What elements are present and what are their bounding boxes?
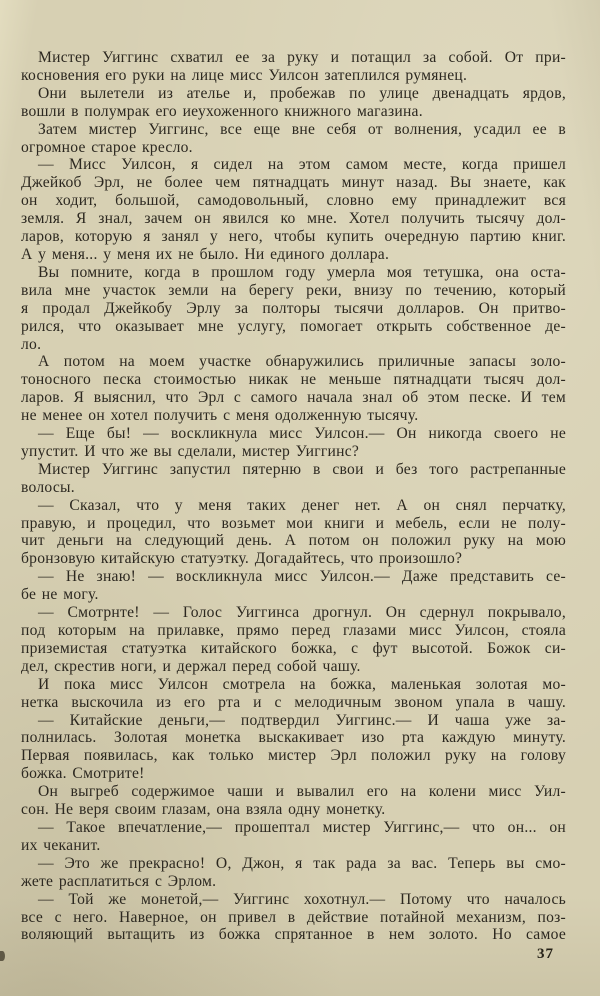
text-line: Затем мистер Уиггинс, все еще вне себя от волнения, усадил ее в: [38, 120, 566, 138]
text-line: — Это же прекрасно! О, Джон, я так рада за вас. Теперь вы смо-: [38, 854, 566, 872]
text-line: косновения его руки на лице мисс Уилсон затеплился румянец.: [21, 66, 468, 84]
text-line: я продал Джейкобу Эрлу за полторы тысячи долларов. Он притво-: [21, 299, 566, 317]
text-line: полнилась. Золотая монетка выскакивает изо рта каждую минуту.: [21, 729, 566, 747]
text-line: рился, что оказывает мне услугу, помогает открыть собственное де-: [21, 317, 566, 335]
text-line: сон. Не веря своим глазам, она взяла одну монетку.: [21, 801, 386, 819]
text-line: — Не знаю! — воскликнула мисс Уилсон.— Даже представить се-: [38, 568, 566, 586]
text-line: А у меня... у меня их не было. Ни единого доллара.: [21, 245, 390, 263]
text-line: приземистая статуэтка китайского божка, с фут высотой. Божок си-: [21, 639, 566, 657]
text-line: ларов, которую я занял у него, чтобы купить очередную партию книг.: [21, 228, 566, 246]
text-line: Первая появилась, как только мистер Эрл положил руку на голову: [21, 747, 566, 765]
text-line: не менее он хотел получить с меня одолженную тысячу.: [21, 407, 419, 425]
text-line: вошли в полумрак его иеухоженного книжного магазина.: [21, 102, 423, 120]
text-line: земля. Я знал, зачем он явился ко мне. Хотел получить тысячу дол-: [21, 210, 566, 228]
text-line: нетка выскочила из его рта и с мелодичным звоном упала в чашу.: [21, 693, 566, 711]
text-line: ло.: [21, 335, 42, 353]
text-line: жете расплатиться с Эрлом.: [21, 872, 217, 890]
text-line: божка. Смотрите!: [21, 765, 145, 783]
text-line: — Такое впечатление,— прошептал мистер Уиггинс,— что он... он: [38, 818, 566, 836]
paper-speck: [0, 951, 5, 961]
text-line: правую, и процедил, что возьмет мои книги и мебель, если не полу-: [21, 514, 566, 532]
text-line: А потом на моем участке обнаружились приличные запасы золо-: [38, 353, 566, 371]
text-line: бе не могу.: [21, 586, 99, 604]
text-line: — Мисс Уилсон, я сидел на этом самом месте, когда пришел: [38, 156, 566, 174]
text-line: огромное старое кресло.: [21, 138, 193, 156]
text-line: Мистер Уиггинс запустил пятерню в свои и без того растрепанные: [38, 460, 566, 478]
text-line: воляющий вытащить из божка спрятанное в нем золото. Но самое: [21, 926, 566, 944]
text-line: — Той же монетой,— Уиггинс хохотнул.— Потому что началось: [38, 890, 566, 908]
text-line: дел, скрестив ноги, и держал перед собой чашу.: [21, 657, 361, 675]
text-line: — Еще бы! — воскликнула мисс Уилсон.— Он никогда своего не: [38, 425, 566, 443]
text-line: И пока мисс Уилсон смотрела на божка, маленькая золотая мо-: [38, 675, 566, 693]
text-line: их чеканит.: [21, 836, 101, 854]
text-line: Вы помните, когда в прошлом году умерла моя тетушка, она оста-: [38, 263, 566, 281]
text-line: под которым на прилавке, прямо перед глазами мисс Уилсон, стояла: [21, 622, 566, 639]
text-line: ларов. Я выяснил, что Эрл с самого начала знал об этом песке. И тем: [21, 389, 566, 407]
page-text: [21, 49, 566, 944]
text-line: волосы.: [21, 478, 75, 496]
text-line: — Китайские деньги,— подтвердил Уиггинс.— И чаша уже за-: [38, 711, 566, 729]
page-number: 37: [537, 946, 554, 962]
text-line: — Смотрнте! — Голос Уиггинса дрогнул. Он сдернул покрывало,: [38, 604, 566, 622]
text-line: упустит. И что же вы сделали, мистер Уиггинс?: [21, 442, 360, 460]
text-line: тоносного песка стоимостью никак не меньше пятнадцати тысяч дол-: [21, 371, 566, 389]
text-line: он ходит, большой, самодовольный, словно ему принадлежит вся: [21, 192, 566, 210]
text-line: бронзовую китайскую статуэтку. Догадайтесь, что произошло?: [21, 550, 463, 568]
text-line: вила мне участок земли на берегу реки, внизу по течению, который: [21, 281, 566, 299]
text-line: Он выгреб содержимое чаши и вывалил его на колени мисс Уил-: [38, 783, 566, 801]
text-line: Они вылетели из ателье и, пробежав по улице двенадцать ярдов,: [38, 84, 566, 102]
text-line: чит деньги на следующий день. А потом он положил руку на мою: [21, 532, 566, 550]
text-line: — Сказал, что у меня таких денег нет. А он снял перчатку,: [38, 496, 566, 514]
text-line: Джейкоб Эрл, не более чем пятнадцать минут назад. Вы знаете, как: [21, 174, 566, 192]
text-line: Мистер Уиггинс схватил ее за руку и потащил за собой. От при-: [38, 49, 566, 66]
text-line: все с него. Наверное, он привел в действие потайной механизм, поз-: [21, 908, 566, 926]
